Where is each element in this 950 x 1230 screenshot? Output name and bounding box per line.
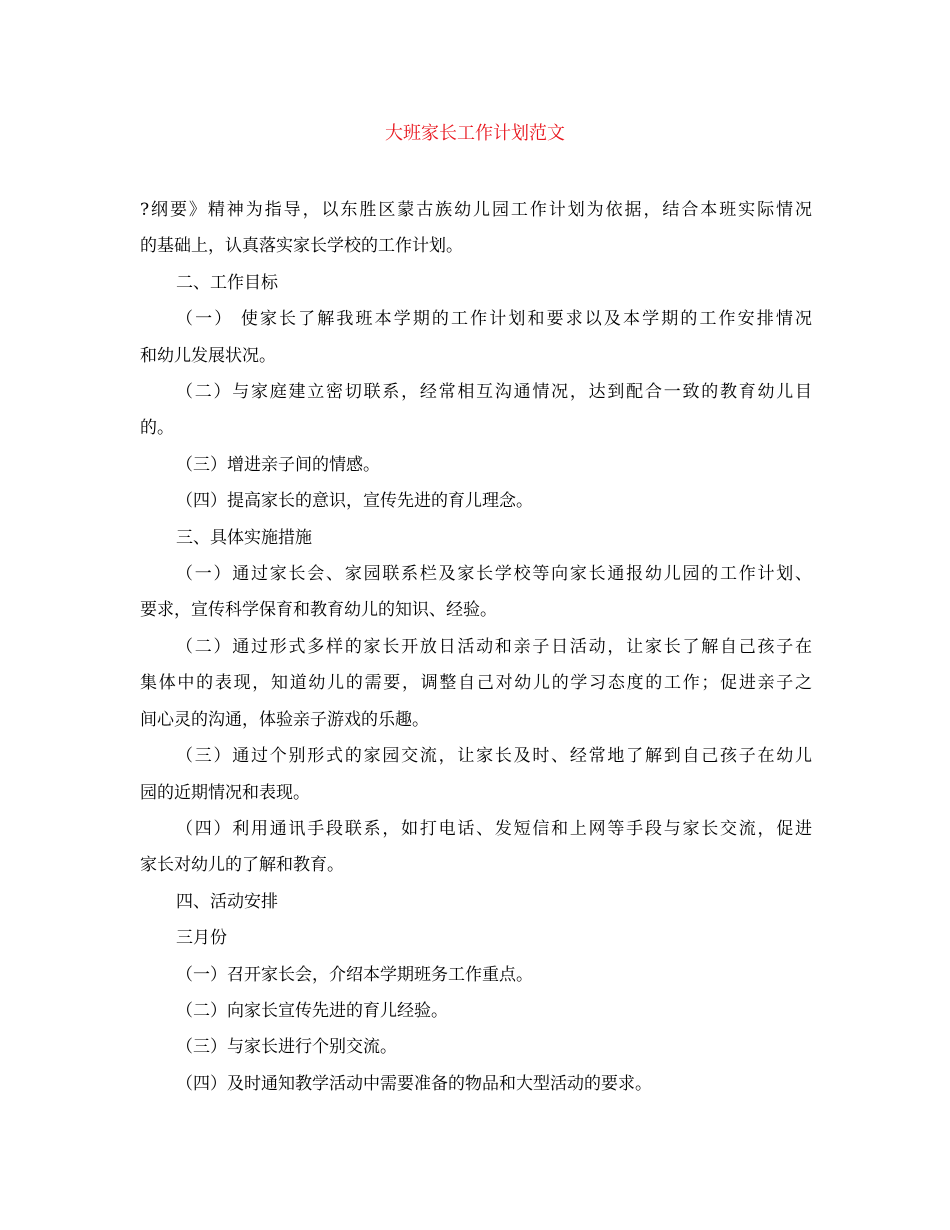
text-line: 园的近期情况和表现。 xyxy=(140,782,310,803)
text-line: 和幼儿发展状况。 xyxy=(140,345,276,366)
text-line: （二）通过形式多样的家长开放日活动和亲子日活动，让家长了解自己孩子在 xyxy=(176,636,812,657)
text-line: 的基础上，认真落实家长学校的工作计划。 xyxy=(140,236,463,257)
text-line: （四）利用通讯手段联系，如打电话、发短信和上网等手段与家长交流，促进 xyxy=(176,818,812,839)
text-line: （四）及时通知教学活动中需要准备的物品和大型活动的要求。 xyxy=(176,1073,652,1094)
text-line: 三月份 xyxy=(176,928,227,949)
text-line: 家长对幼儿的了解和教育。 xyxy=(140,855,344,876)
text-line: 的。 xyxy=(140,418,174,439)
text-line: 集体中的表现，知道幼儿的需要，调整自己对幼儿的学习态度的工作；促进亲子之 xyxy=(140,673,812,694)
document-title: 大班家长工作计划范文 xyxy=(385,123,565,144)
text-line: 二、工作目标 xyxy=(176,272,278,293)
document-body xyxy=(140,192,812,1102)
text-line: ?纲要》精神为指导，以东胜区蒙古族幼儿园工作计划为依据，结合本班实际情况 xyxy=(140,200,812,220)
text-line: （四）提高家长的意识，宣传先进的育儿理念。 xyxy=(176,491,533,512)
text-line: 四、活动安排 xyxy=(176,891,278,912)
text-line: 三、具体实施措施 xyxy=(176,527,312,548)
text-line: （三）通过个别形式的家园交流，让家长及时、经常地了解到自己孩子在幼儿 xyxy=(176,746,812,767)
text-line: （一） 使家长了解我班本学期的工作计划和要求以及本学期的工作安排情况 xyxy=(176,309,812,330)
text-line: （二）与家庭建立密切联系，经常相互沟通情况，达到配合一致的教育幼儿目 xyxy=(176,382,812,403)
text-line: 间心灵的沟通，体验亲子游戏的乐趣。 xyxy=(140,709,429,730)
text-line: 要求，宣传科学保育和教育幼儿的知识、经验。 xyxy=(140,600,497,621)
text-line: （三）与家长进行个别交流。 xyxy=(176,1037,397,1058)
text-line: （三）增进亲子间的情感。 xyxy=(176,454,380,475)
text-line: （一）通过家长会、家园联系栏及家长学校等向家长通报幼儿园的工作计划、 xyxy=(176,564,812,585)
text-line: （二）向家长宣传先进的育儿经验。 xyxy=(176,1000,448,1021)
text-line: （一）召开家长会，介绍本学期班务工作重点。 xyxy=(176,964,533,985)
